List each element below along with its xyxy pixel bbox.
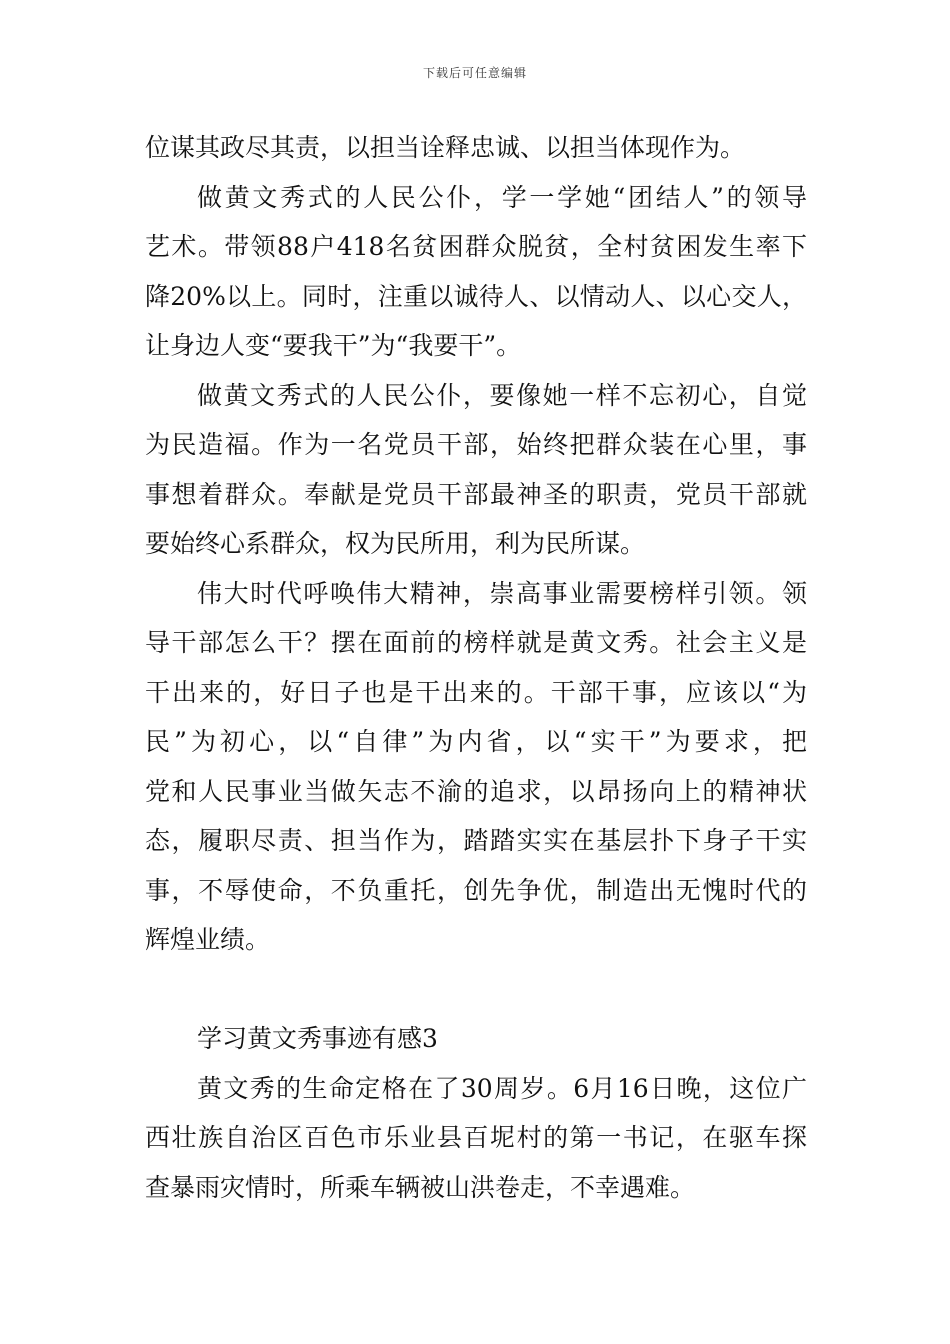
- paragraph-start-line: 伟大时代呼唤伟大精神，崇高事业需要榜样引领。领: [197, 578, 807, 608]
- text-line: 为民造福。作为一名党员干部，始终把群众装在心里，事: [145, 430, 807, 459]
- text-line: 事，不辱使命，不负重托，创先争优，制造出无愧时代的: [145, 875, 807, 905]
- text-line: 要始终心系群众，权为民所用，利为民所谋。: [145, 529, 646, 558]
- paragraph-start-line: 做黄文秀式的人民公仆，要像她一样不忘初心，自觉: [197, 380, 807, 410]
- paragraph-start-line: 做黄文秀式的人民公仆，学一学她“团结人”的领导: [197, 182, 807, 212]
- text-line: 辉煌业绩。: [145, 925, 271, 954]
- text-line: 让身边人变“要我干”为“我要干”。: [145, 331, 522, 360]
- text-line: 干出来的，好日子也是干出来的。干部干事，应该以“为: [145, 677, 807, 707]
- text-line: 态，履职尽责、担当作为，踏踏实实在基层扑下身子干实: [145, 826, 807, 855]
- page-header: 下载后可任意编辑: [422, 66, 527, 80]
- text-line: 位谋其政尽其责，以担当诠释忠诚、以担当体现作为。: [145, 133, 746, 162]
- blank-line: [145, 970, 807, 1020]
- text-line: 查暴雨灾情时，所乘车辆被山洪卷走，不幸遇难。: [145, 1172, 696, 1202]
- text-line: 党和人民事业当做矢志不渝的追求，以昂扬向上的精神状: [145, 776, 807, 806]
- text-line: 民”为初心，以“自律”为内省，以“实干”为要求，把: [145, 727, 807, 756]
- paragraph-start-line: 黄文秀的生命定格在了30周岁。6月16日晚，这位广: [197, 1073, 807, 1103]
- document-body: [145, 128, 807, 1217]
- text-line: 导干部怎么干？摆在面前的榜样就是黄文秀。社会主义是: [145, 628, 807, 657]
- text-line: 艺术。带领88户418名贫困群众脱贫，全村贫困发生率下: [145, 232, 807, 261]
- text-line: 西壮族自治区百色市乐业县百坭村的第一书记，在驱车探: [145, 1123, 807, 1152]
- section-title: 学习黄文秀事迹有感3: [197, 1024, 438, 1053]
- text-line: 事想着群众。奉献是党员干部最神圣的职责，党员干部就: [145, 479, 807, 509]
- text-line: 降20%以上。同时，注重以诚待人、以情动人、以心交人，: [145, 281, 807, 311]
